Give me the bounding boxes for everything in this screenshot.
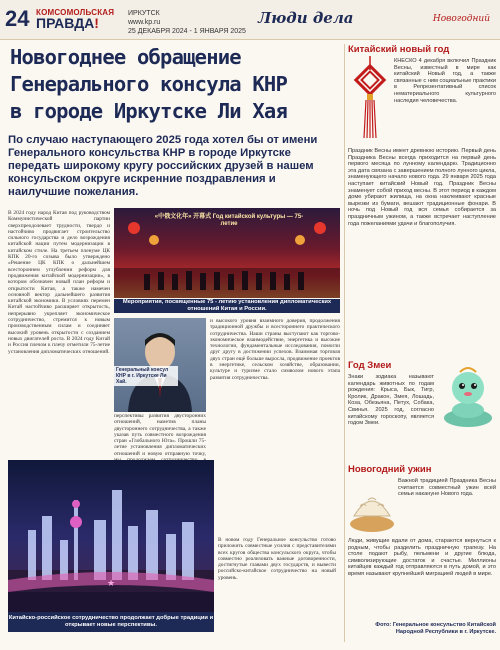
headline-line-2: Генерального консула КНР: [10, 72, 288, 96]
body-column-2: [114, 413, 206, 458]
city-skyline-graphic: [8, 460, 214, 632]
body-text-5: В новом году Генеральное консульство готово приложить совместные усилия с представителями всех кругов общества консульского округа, чтобы совместно реализовать важные договоренности, достигнутые главами двух государств, и вывести российско-китайское сотрудничество на новый уровень.: [218, 537, 336, 581]
stage-banner-text: «中俄文化年» 开幕式 Год китайской культуры — 75-летие: [154, 214, 304, 227]
sidebar-snake-text: Знаки зодиака называют календарь животных по годам рождения: Крыса, Бык, Тигр, Кролик, Дракон, Змея, Лошадь, Коза, Обезьяна, Петух, Собака, Свинья. 2025 год, согласно китайскому гороскопу, является годом Змеи.: [348, 374, 434, 427]
meta-dates: 25 ДЕКАБРЯ 2024 - 1 ЯНВАРЯ 2025: [128, 28, 246, 35]
sidebar-dinner-intro: Важной традицией Праздника Весны считается совместный ужин всей семьи накануне Нового года.: [398, 478, 496, 498]
section-title: Люди дела: [258, 9, 354, 27]
headline-line-3: в городе Иркутске Ли Хая: [10, 99, 288, 123]
meta-site: www.kp.ru: [128, 19, 161, 26]
body-text-1: В 2024 году народ Китая под руководством Коммунистической партии сверхпреодолевает трудности, твердо и настойчиво продвигает строительство сильного государства и дело возрождения китайской нации путем модернизации в китайском стиле. На третьем пленуме ЦК КПК 20-го созыва было утверждено «Решение ЦК КПК о дальнейшем всестороннем углублении реформ для продвижения китайской модернизации», в котором обозначен новый план реформ и открытости Китая, а также намечен основной вектор дальнейшего развития китайской экономики. В условиях перемен Китай настойчиво расширяет открытость, непрерывно укрепляет экономическое сотрудничество, стремится к новым производственным силам и соединяет высокий уровень открытости с созданием новых двигателей роста. В 2024 году Китай и Россия плечом к плечу отметили 75-летие установления дипломатических отношений.: [8, 210, 110, 355]
chinese-knot-icon: [348, 56, 392, 140]
logo-accent: !: [94, 15, 99, 31]
body-text-2: перспективы развития двусторонних отношений, наметив планы двустороннего сотрудничества, а также указав путь совместного возрождения стран «Глобального Юга». Прошли 75-летие установления дипломатических отношений и новую отправную точку,: [114, 413, 206, 457]
sidebar: [348, 44, 496, 642]
lead-paragraph: По случаю наступающего 2025 года хотел бы от имени Генерального консульства КНР в городе Иркутске передать широкому кругу российских друзей в нашем консульском округе искренние поздравления и наилучшие пожелания.: [8, 134, 318, 198]
city-photo-caption: Китайско-российское сотрудничество продолжает добрые традиции и открывает новые перспективы.: [8, 612, 214, 632]
page-number: 24: [5, 6, 30, 31]
page-header: [0, 0, 500, 40]
sidebar-new-year-body: Праздник Весны имеет древнюю историю. Первый день Праздника Весны всегда приходится на первый день первого месяца по лунному календарю. Традиционно эта дата связана с завершением полного лунного цикла, знаменующего начало нового года. 29 января 2025 года наступает китайский Новый год. Праздник Весны знаменует собой приход весны. В этот период в каждом доме убирают жилища, на окна наклеивают красные вырезки из бумаги, вешают традиционные фонари. В ночь под Новый год вся семья собирается за праздничным ужином, а также встречает наступление года пожеланиями удачи и благополучия.: [348, 148, 496, 227]
newspaper-logo: [36, 8, 118, 30]
svg-text:★: ★: [106, 579, 116, 589]
city-night-photo: [8, 460, 214, 632]
logo-main-text: [36, 17, 118, 30]
body-text-3: и высокого уровня взаимного доверия, продолжения традиционной дружбы и всестороннего практического сотрудничества. Наши страны выступают как торгово-экономическое взаимодействие, энергетика и высокие технологии, фундаментальные исследования, помогли друг другу в достижении успехов.: [210, 318, 340, 356]
snake-mascot-icon: [438, 360, 496, 430]
photo-credit: Фото: Генеральное консульство Китайской Народной Республики в г. Иркутске.: [375, 622, 496, 635]
headline-line-1: Новогоднее обращение: [10, 45, 241, 69]
portrait-caption: Генеральный консул КНР в г. Иркутске Ли Хай.: [114, 366, 178, 386]
sidebar-new-year: [348, 44, 496, 227]
portrait-graphic: [114, 318, 206, 412]
meta-city: ИРКУТСК: [128, 10, 160, 17]
sidebar-dinner-body: Люди, живущие вдали от дома, стараются вернуться к родным, чтобы разделить праздничную трапезу. На столе подают рыбу, пельмени и другие блюда, символизирующие достаток и счастье. Миллионы китайцев каждый год отправляются в путь домой, и это время называют крупнейшей миграцией людей в мире.: [348, 538, 496, 577]
dumpling-icon: [348, 476, 396, 534]
sidebar-new-year-intro: КНЕСКО 4 декабря включил Праздник Весны, известный в мире как китайский Новый год, а также связанные с ним социальные практики в Репрезентативный список нематериального культурного наследия человечества.: [394, 58, 496, 104]
logo-main: ПРАВДА: [36, 15, 95, 31]
sidebar-title-snake: Год Змеи: [348, 360, 392, 371]
event-photo: [114, 208, 340, 298]
event-photo-caption: Мероприятия, посвященные 75 - летию установления дипломатических отношений Китая и России.: [114, 299, 340, 313]
body-column-3: [210, 318, 340, 458]
body-column-5: [218, 537, 336, 637]
section-tag: Новогодний: [432, 14, 490, 24]
sidebar-title-dinner: Новогодний ужин: [348, 464, 432, 475]
column-divider: [344, 44, 345, 642]
body-text-4: Взаимная торговля двух стран ещё больше выросла, продвижение проектов в энергетике, сельском хозяйстве, образовании, культуре и туризме стало символом нового этапа развития сотрудничества.: [210, 349, 340, 381]
headline: [10, 44, 330, 130]
issue-meta: [128, 9, 246, 36]
logo-top-text: КОМСОМОЛЬСКАЯ: [36, 8, 115, 17]
consul-portrait: [114, 318, 206, 412]
sidebar-title-new-year: Китайский новый год: [348, 44, 450, 55]
